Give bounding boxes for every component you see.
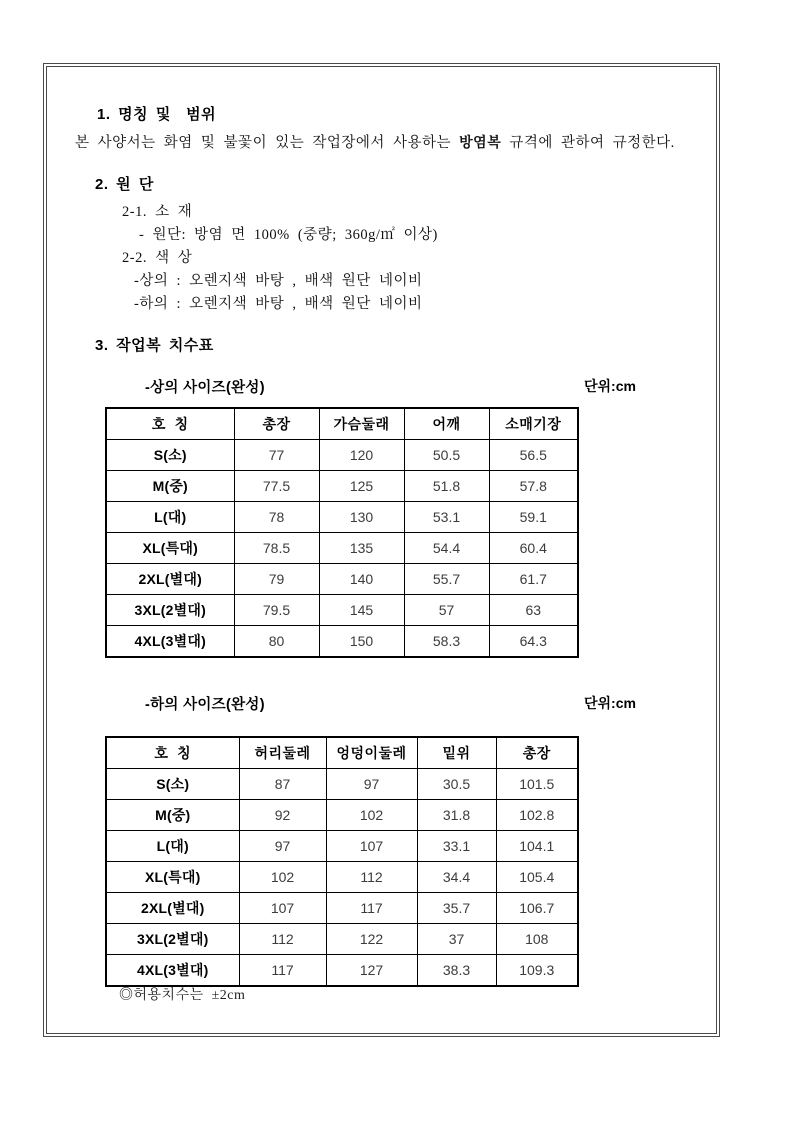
table-row	[106, 533, 578, 564]
value-cell: 64.3	[489, 626, 578, 658]
color-top-line: -상의 : 오렌지색 바탕 , 배색 원단 네이비	[134, 273, 423, 289]
value-cell: 60.4	[489, 533, 578, 564]
size-label-cell: 2XL(별대)	[106, 564, 234, 595]
header-row	[106, 408, 578, 440]
value-cell: 130	[319, 502, 404, 533]
table-row	[106, 924, 578, 955]
value-cell: 107	[239, 893, 326, 924]
table-row	[106, 595, 578, 626]
value-cell: 54.4	[404, 533, 489, 564]
value-cell: 59.1	[489, 502, 578, 533]
size-label-cell: XL(특대)	[106, 533, 234, 564]
table-row	[106, 862, 578, 893]
value-cell: 55.7	[404, 564, 489, 595]
value-cell: 37	[417, 924, 496, 955]
upper-table-caption: -상의 사이즈(완성)	[145, 380, 265, 396]
value-cell: 31.8	[417, 800, 496, 831]
intro-paragraph	[75, 131, 675, 152]
value-cell: 135	[319, 533, 404, 564]
value-cell: 122	[326, 924, 417, 955]
material-subheading: 2-1. 소 재	[122, 204, 193, 220]
size-label-cell: 4XL(3별대)	[106, 626, 234, 658]
value-cell: 79	[234, 564, 319, 595]
material-line: - 원단: 방염 면 100% (중량; 360g/㎡ 이상)	[139, 227, 438, 243]
value-cell: 61.7	[489, 564, 578, 595]
value-cell: 78.5	[234, 533, 319, 564]
value-cell: 51.8	[404, 471, 489, 502]
value-cell: 112	[326, 862, 417, 893]
value-cell: 57	[404, 595, 489, 626]
table-row	[106, 626, 578, 658]
table-row	[106, 831, 578, 862]
value-cell: 102.8	[496, 800, 578, 831]
lower-table-caption: -하의 사이즈(완성)	[145, 697, 265, 713]
color-subheading: 2-2. 색 상	[122, 250, 193, 266]
value-cell: 30.5	[417, 769, 496, 800]
table-row	[106, 471, 578, 502]
tolerance-footnote: ◎허용치수는 ±2cm	[119, 988, 246, 1003]
value-cell: 112	[239, 924, 326, 955]
size-label-cell: 4XL(3별대)	[106, 955, 239, 987]
value-cell: 80	[234, 626, 319, 658]
value-cell: 150	[319, 626, 404, 658]
value-cell: 87	[239, 769, 326, 800]
section-3-heading: 3. 작업복 치수표	[95, 337, 214, 354]
size-label-cell: XL(특대)	[106, 862, 239, 893]
value-cell: 63	[489, 595, 578, 626]
value-cell: 102	[239, 862, 326, 893]
table-row	[106, 440, 578, 471]
value-cell: 117	[326, 893, 417, 924]
value-cell: 109.3	[496, 955, 578, 987]
size-label-cell: M(중)	[106, 800, 239, 831]
value-cell: 34.4	[417, 862, 496, 893]
size-label-cell: 2XL(별대)	[106, 893, 239, 924]
column-header: 호 칭	[106, 408, 234, 440]
section-1-heading: 1. 명칭 및 범위	[97, 106, 217, 123]
value-cell: 140	[319, 564, 404, 595]
column-header: 소매기장	[489, 408, 578, 440]
value-cell: 78	[234, 502, 319, 533]
column-header: 밑위	[417, 737, 496, 769]
value-cell: 102	[326, 800, 417, 831]
value-cell: 106.7	[496, 893, 578, 924]
table-row	[106, 893, 578, 924]
table-row	[106, 769, 578, 800]
value-cell: 101.5	[496, 769, 578, 800]
value-cell: 79.5	[234, 595, 319, 626]
table-row	[106, 564, 578, 595]
table-row	[106, 955, 578, 987]
size-label-cell: M(중)	[106, 471, 234, 502]
value-cell: 57.8	[489, 471, 578, 502]
lower-size-table	[105, 736, 579, 987]
value-cell: 77.5	[234, 471, 319, 502]
column-header: 총장	[234, 408, 319, 440]
size-label-cell: S(소)	[106, 769, 239, 800]
column-header: 어깨	[404, 408, 489, 440]
value-cell: 53.1	[404, 502, 489, 533]
intro-text-bold: 방염복	[459, 134, 502, 150]
header-row	[106, 737, 578, 769]
upper-size-table	[105, 407, 579, 658]
value-cell: 127	[326, 955, 417, 987]
size-label-cell: L(대)	[106, 502, 234, 533]
value-cell: 120	[319, 440, 404, 471]
value-cell: 92	[239, 800, 326, 831]
value-cell: 117	[239, 955, 326, 987]
value-cell: 145	[319, 595, 404, 626]
value-cell: 104.1	[496, 831, 578, 862]
column-header: 엉덩이둘레	[326, 737, 417, 769]
table-row	[106, 800, 578, 831]
value-cell: 77	[234, 440, 319, 471]
value-cell: 33.1	[417, 831, 496, 862]
value-cell: 125	[319, 471, 404, 502]
column-header: 가슴둘래	[319, 408, 404, 440]
intro-text-pre: 본 사양서는 화염 및 불꽃이 있는 작업장에서 사용하는	[75, 135, 460, 151]
size-label-cell: L(대)	[106, 831, 239, 862]
value-cell: 58.3	[404, 626, 489, 658]
table-row	[106, 502, 578, 533]
value-cell: 97	[239, 831, 326, 862]
upper-unit-label: 단위:cm	[584, 378, 636, 394]
value-cell: 107	[326, 831, 417, 862]
column-header: 허리둘레	[239, 737, 326, 769]
value-cell: 97	[326, 769, 417, 800]
value-cell: 50.5	[404, 440, 489, 471]
value-cell: 108	[496, 924, 578, 955]
size-label-cell: 3XL(2별대)	[106, 924, 239, 955]
size-label-cell: 3XL(2별대)	[106, 595, 234, 626]
lower-unit-label: 단위:cm	[584, 695, 636, 711]
column-header: 호 칭	[106, 737, 239, 769]
value-cell: 38.3	[417, 955, 496, 987]
intro-text-post: 규격에 관하여 규정한다.	[501, 135, 675, 151]
value-cell: 105.4	[496, 862, 578, 893]
column-header: 총장	[496, 737, 578, 769]
size-label-cell: S(소)	[106, 440, 234, 471]
section-2-heading: 2. 원 단	[95, 176, 154, 193]
value-cell: 35.7	[417, 893, 496, 924]
color-bottom-line: -하의 : 오렌지색 바탕 , 배색 원단 네이비	[134, 296, 423, 312]
value-cell: 56.5	[489, 440, 578, 471]
